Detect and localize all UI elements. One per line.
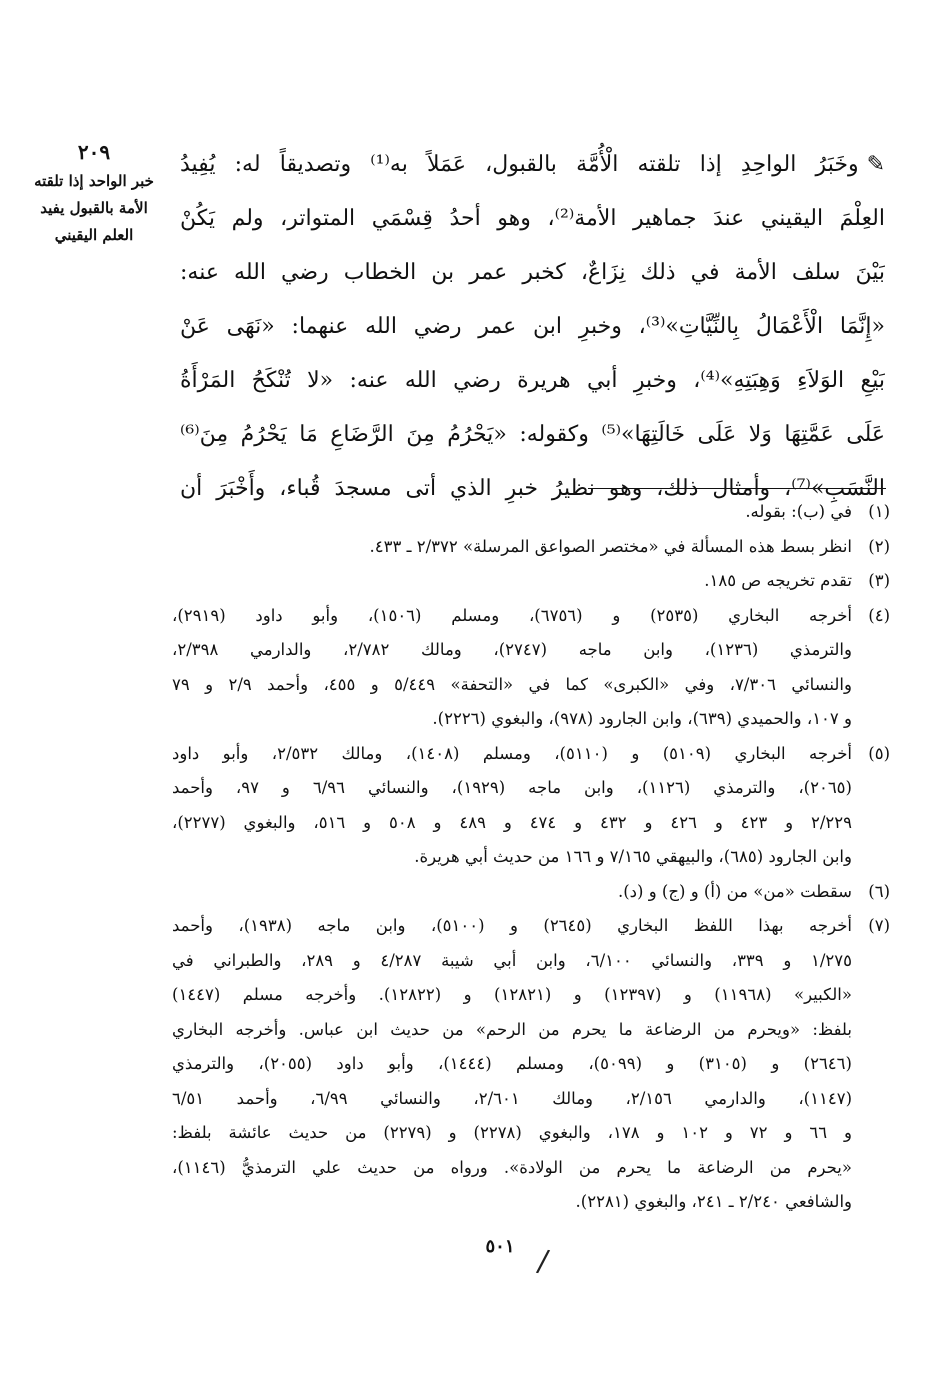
footnote	[172, 737, 890, 875]
footnote-line: تقدم تخريجه ص ١٨٥.	[704, 571, 852, 590]
text-line: عَلَى عَمَّتِهَا وَلا عَلَى خَالَتِهَا»⁽⁵⁾ وكقوله: «يَحْرُمُ مِنَ الرَّضَاعِ مَا يَحْرُمُ مِنَ⁽⁶⁾	[180, 422, 885, 447]
footnote-divider	[588, 488, 886, 489]
footnote-line: والترمذي (١٢٣٦)، وابن ماجه (٢٧٤٧)، ومالك ٢/٧٨٢، والدارمي ٢/٣٩٨،	[172, 640, 852, 659]
footnote	[172, 909, 890, 1220]
side-heading-line: الأمة بالقبول يفيد	[40, 199, 148, 217]
footnote-number: (٦)	[868, 881, 890, 901]
footnote-line: و ٦٦ و ٧٢ و ١٠٢ و ١٧٨، والبغوي (٢٢٧٨) و (٢٢٧٩) من حديث عائشة بلفظ:	[172, 1123, 852, 1142]
footnote-line: «الكبير» (١١٩٦٨) و (١٢٣٩٧) و (١٢٨٢١) و (١٢٨٢٢). وأخرجه مسلم (١٤٤٧)	[172, 985, 852, 1004]
footnote-line: أخرجه بهذا اللفظ البخاري (٢٦٤٥) و (٥١٠٠)، وابن ماجه (١٩٣٨)، وأحمد	[172, 916, 852, 935]
footnotes	[172, 495, 890, 1220]
footnote-line: سقطت «من» من (أ) و (ج) و (د).	[618, 881, 852, 901]
page-number: ٥٠١	[485, 1236, 515, 1257]
footnote	[172, 495, 890, 530]
footnote-line: و ١٠٧، والحميدي (٦٣٩)، وابن الجارود (٩٧٨)، والبغوي (٢٢٢٦).	[432, 709, 852, 728]
margin-note	[10, 140, 178, 249]
footnote-line: في (ب): بقوله.	[745, 502, 852, 521]
footnote-line: «يحرم من الرضاعة ما يحرم من الولادة». ورواه من حديث علي الترمذيُّ (١١٤٦)،	[172, 1157, 852, 1177]
footnote-line: ٢/٢٢٩ و ٤٢٣ و ٤٢٦ و ٤٣٢ و ٤٧٤ و ٤٨٩ و ٥٠٨ و ٥١٦، والبغوي (٢٢٧٧)،	[172, 812, 852, 832]
text-line: «إِنَّمَا الْأَعْمَالُ بِالنِّيَّاتِ»⁽³⁾، وخبرِ ابن عمر رضي الله عنهما: «نَهَى عَنْ	[180, 314, 885, 339]
footnote-number: (٥)	[868, 743, 890, 763]
footnote	[172, 875, 890, 910]
footnote-line: والنسائي ٧/٣٠٦، وفي «الكبرى» كما في «التحفة» ٥/٤٤٩ و ٤٥٥، وأحمد ٢/٩ و ٧٩	[172, 674, 852, 694]
footnote	[172, 530, 890, 565]
footnote-line: بلفظ: «ويحرم من الرضاعة ما يحرم من الرحم» من حديث ابن عباس. وأخرجه البخاري	[172, 1019, 852, 1039]
footnote-number: (٧)	[868, 916, 890, 935]
paragraph-number: ٢٠٩	[77, 140, 111, 164]
pen-stroke-icon: /	[535, 1243, 552, 1280]
text-line: بَيْنَ سلف الأمة في ذلك نِزَاعٌ، كخبر عمر بن الخطاب رضي الله عنه:	[180, 260, 885, 285]
footnote-line: أخرجه البخاري (٥١٠٩) و (٥١١٠)، ومسلم (١٤٠٨)، ومالك ٢/٥٣٢، وأبو داود	[172, 743, 852, 763]
footnote-line: وابن الجارود (٦٨٥)، والبيهقي ٧/١٦٥ و ١٦٦ من حديث أبي هريرة.	[414, 847, 852, 866]
footnote-line: (١١٤٧)، والدارمي ٢/١٥٦، ومالك ٢/٦٠١، والنسائي ٦/٩٩، وأحمد ٦/٥١	[172, 1088, 852, 1108]
text-line: بَيْعِ الوَلاَءِ وَهِبَتِهِ»⁽⁴⁾، وخبرِ أبي هريرة رضي الله عنه: «لا تُنْكَحُ المَرْأَةُ	[180, 368, 885, 393]
side-heading-line: خبر الواحد إذا تلقته	[34, 172, 154, 190]
text-line: النَّسَبِ»⁽⁷⁾، وأمثال ذلك، وهو نظيرُ خبرِ الذي أتى مسجدَ قُباء، وأَخْبَرَ أن	[180, 476, 885, 501]
footnote-number: (٣)	[868, 571, 890, 590]
footnote-line: (٢٠٦٥)، والترمذي (١١٢٦)، وابن ماجه (١٩٢٩)، والنسائي ٦/٩٦ و ٩٧، وأحمد	[172, 778, 852, 797]
footnote-line: والشافعي ٢/٢٤٠ ـ ٢٤١، والبغوي (٢٢٨١).	[575, 1192, 852, 1211]
text-line: العِلْمَ اليقيني عندَ جماهير الأمة⁽²⁾، وهو أحدُ قِسْمَي المتواتر، ولم يَكُنْ	[180, 206, 885, 231]
footnote-number: (٢)	[868, 536, 890, 556]
footnote-line: انظر بسط هذه المسألة في «مختصر الصواعق المرسلة» ٢/٣٧٢ ـ ٤٣٣.	[369, 536, 852, 556]
text-line: ✎وخَبَرُ الواحِدِ إذا تلقته الْأُمَّة بالقبول، عَمَلاً به⁽¹⁾ وتصديقاً له: يُفِيدُ	[180, 138, 885, 192]
footnote-number: (١)	[868, 502, 890, 521]
footnote	[172, 599, 890, 737]
footnote	[172, 564, 890, 599]
footnote-line: أخرجه البخاري (٢٥٣٥) و (٦٧٥٦)، ومسلم (١٥٠٦)، وأبو داود (٢٩١٩)،	[172, 605, 852, 625]
side-heading-line: العلم اليقيني	[54, 226, 134, 244]
main-text	[180, 138, 885, 516]
footnote-line: ١/٢٧٥ و ٣٣٩، والنسائي ٦/١٠٠، وابن أبي شيبة ٤/٢٨٧ و ٢٨٩، والطبراني في	[172, 950, 852, 970]
footnote-line: (٢٦٤٦) و (٣١٠٥) و (٥٠٩٩)، ومسلم (١٤٤٤)، وأبو داود (٢٠٥٥)، والترمذي	[172, 1054, 852, 1073]
pen-mark-icon: ✎	[866, 152, 885, 177]
footnote-number: (٤)	[868, 605, 890, 625]
